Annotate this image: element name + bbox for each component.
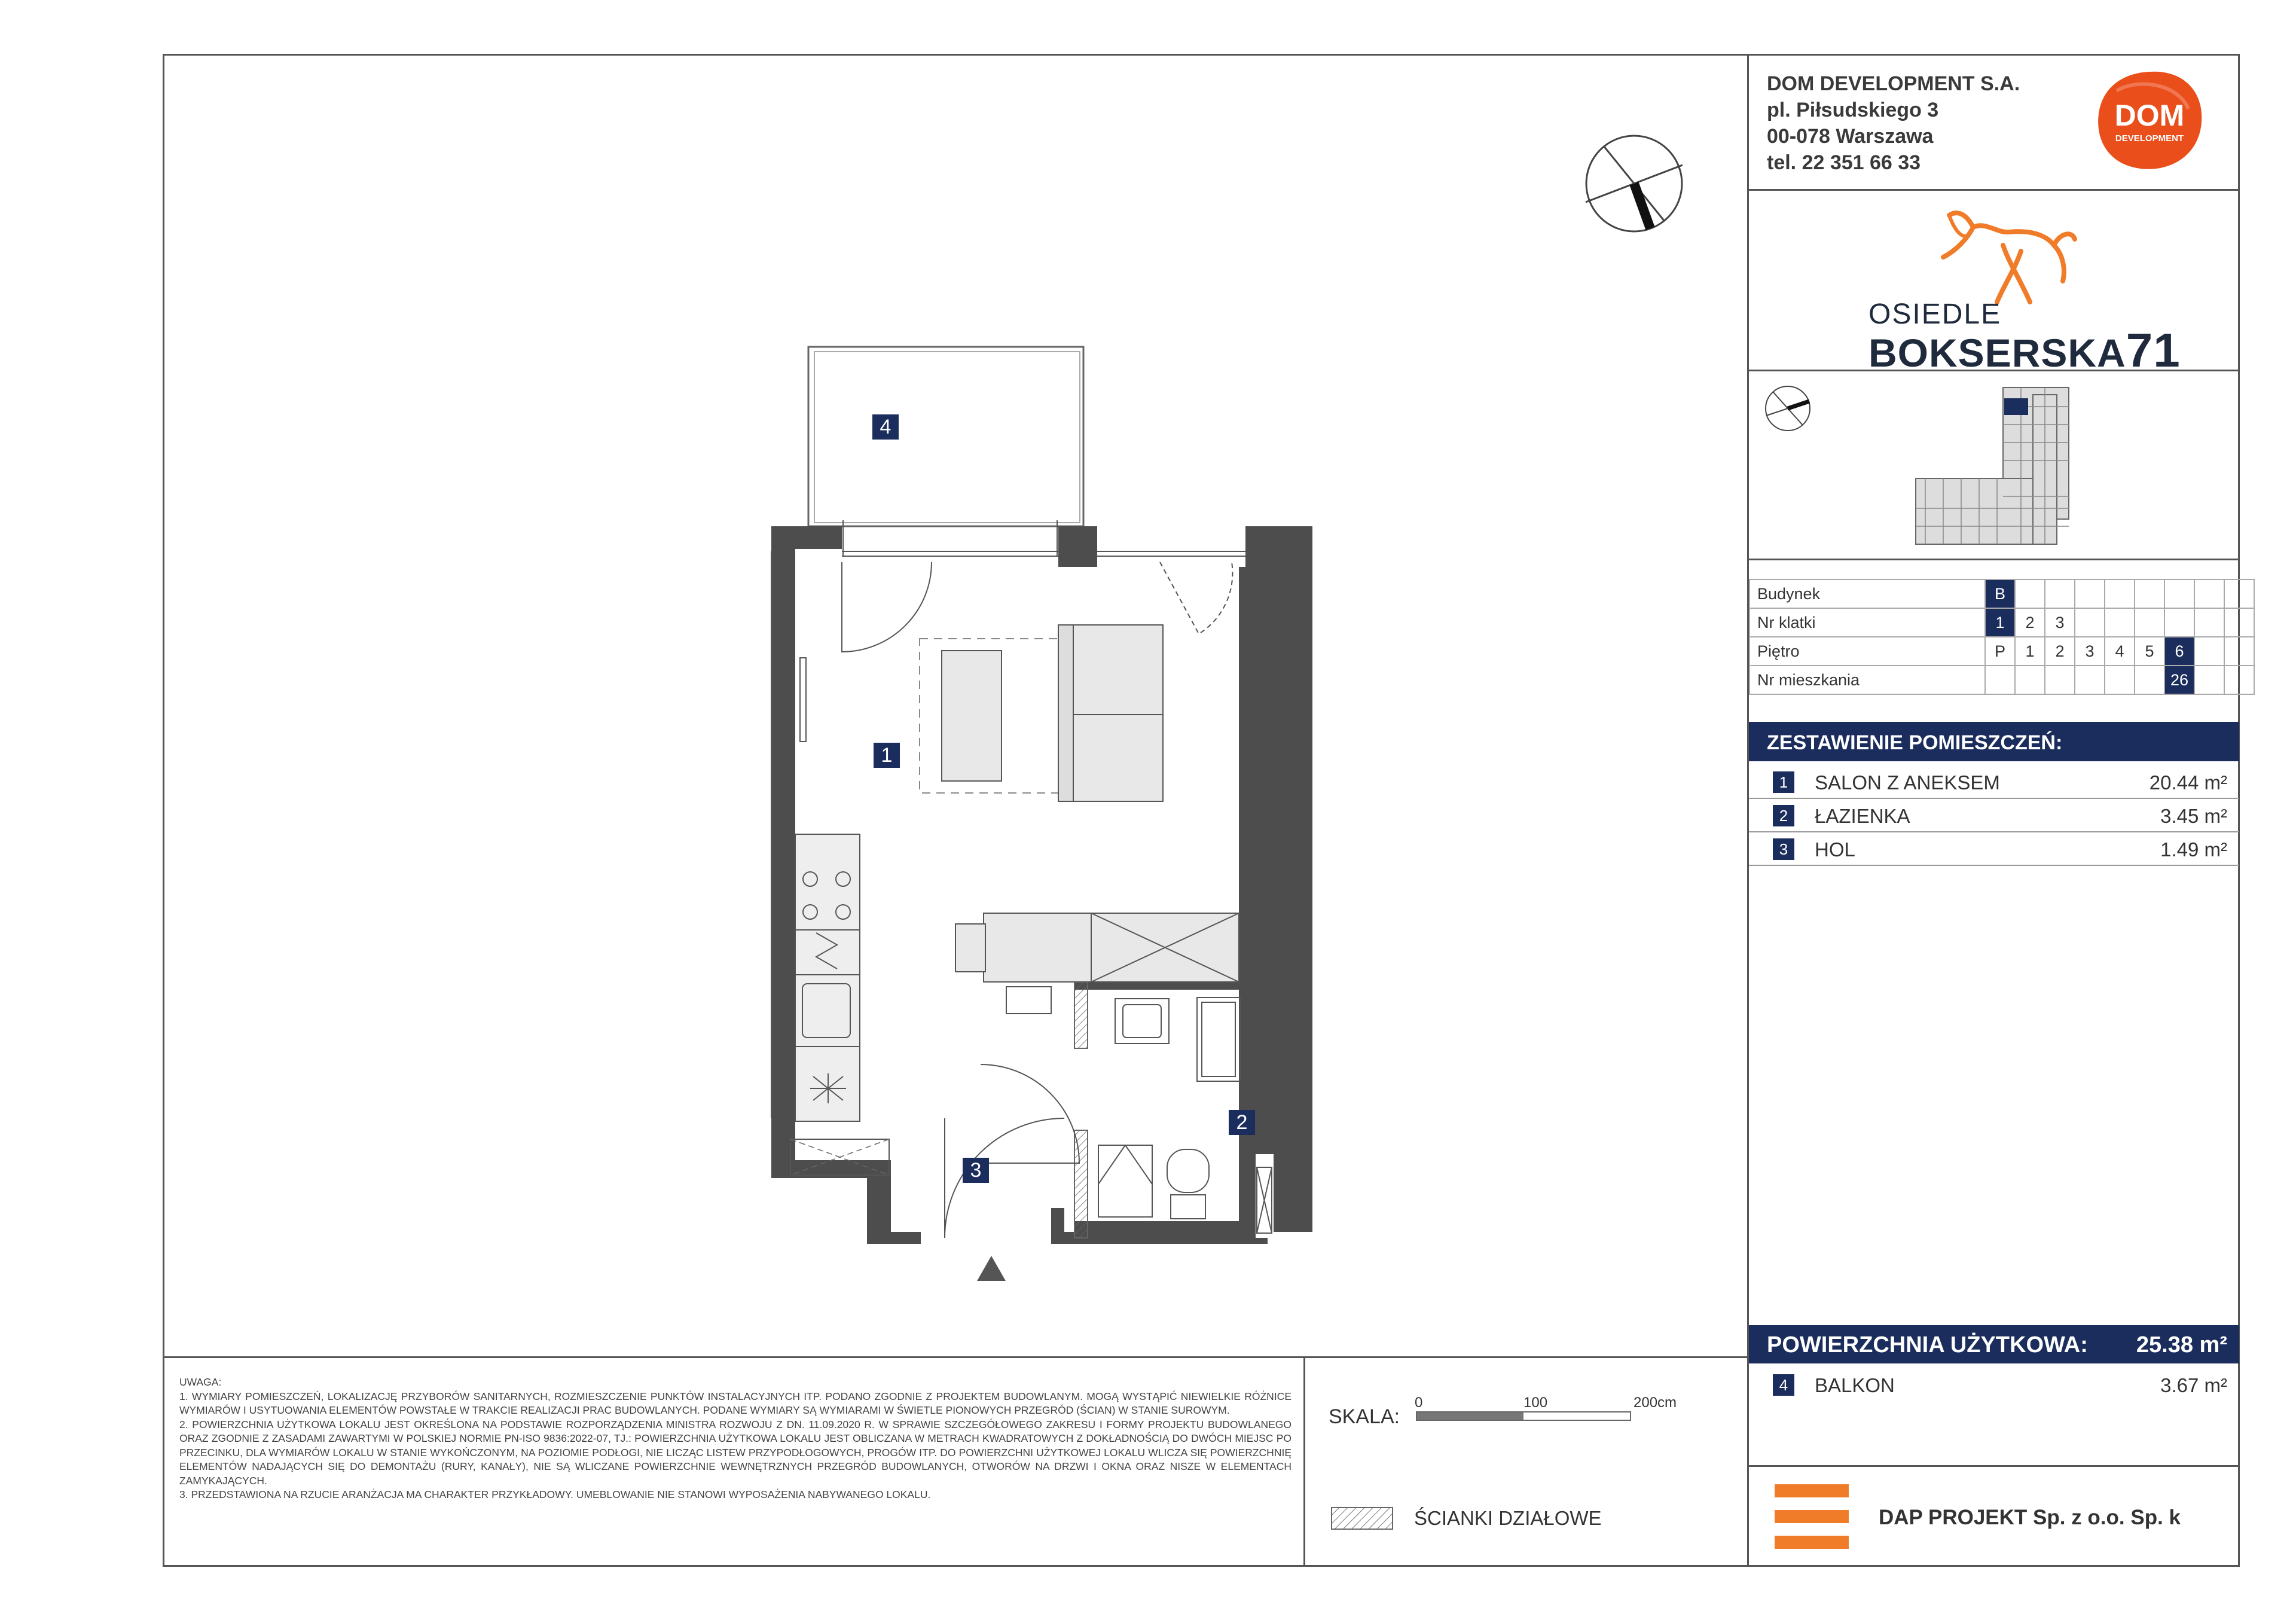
notes-block xyxy=(179,1375,1292,1502)
room-name: SALON Z ANEKSEM xyxy=(1815,771,2000,794)
locator-cell: 4 xyxy=(2105,637,2135,666)
project-number: 71 xyxy=(2126,324,2181,377)
locator-cell xyxy=(2015,579,2045,608)
room-area: 20.44 m² xyxy=(2149,771,2227,794)
locator-cell xyxy=(2075,608,2105,637)
locator-cell: 1 xyxy=(2015,637,2045,666)
balcony-number: 4 xyxy=(1773,1374,1794,1396)
locator-cell xyxy=(2135,608,2164,637)
balcony-area: 3.67 m² xyxy=(2160,1374,2227,1396)
locator-cell xyxy=(2075,579,2105,608)
plan-label-1: 1 xyxy=(874,743,900,768)
dom-development-logo xyxy=(2093,67,2206,175)
locator-cell: 6 xyxy=(2164,637,2194,666)
locator-cell: 1 xyxy=(1985,608,2015,637)
locator-cell: 26 xyxy=(2164,666,2194,694)
locator-row xyxy=(1750,666,2254,694)
doors xyxy=(842,562,1232,1238)
locator-cell xyxy=(2105,666,2135,694)
locator-cell xyxy=(2224,608,2254,637)
locator-cell xyxy=(2045,666,2075,694)
locator-cell: 2 xyxy=(2045,637,2075,666)
locator-cell xyxy=(2135,579,2164,608)
scale-tick-0: 0 xyxy=(1415,1395,1423,1411)
note-2: 2. POWIERZCHNIA UŻYTKOWA LOKALU JEST OKREŚLONA NA PODSTAWIE ROZPORZĄDZENIA MINISTRA ROZWOJU Z DN. 11.09.2020 R. W SPRAWIE SZCZEGÓŁOWEGO ZAKRESU I FORMY PROJEKTU BUDOWLANEGO ORAZ ZGODNIE Z ZASADAMI ZAWARTYMI W POLSKIEJ NORMIE PN-ISO 9836:2022-07, TJ.: POWIERZCHNIA UŻYTKOWA LOKALU JEST OBLICZANA W METRACH KWADRATOWYCH Z DOKŁADNOŚCIĄ DO DWÓCH MIEJSC PO PRZECINKU, DLA WYMIARÓW LOKALU W STANIE WYKOŃCZONYM, NA POZIOMIE PODŁOGI, NIE LICZĄC LISTEW PRZYPODŁOGOWYCH, PROGÓW ITP. DO POWIERZCHNI UŻYTKOWEJ LOKALU WLICZA SIĘ POWIERZCHNIĘ ELEMENTÓW NADAJĄCYCH SIĘ DO DEMONTAŻU (RURY, KANAŁY), NIE SĄ WLICZANE POWIERZCHNIE WEWNĘTRZNYCH PRZEGRÓD BUDOWLANYCH, OTWORÓW NA DRZWI I OKNA ORAZ NISZE W ELEMENTACH ZAMYKAJĄCYCH. xyxy=(179,1418,1292,1487)
unit-highlight xyxy=(2004,398,2028,415)
developer-name: DOM DEVELOPMENT S.A. xyxy=(1767,72,2020,95)
room-area: 1.49 m² xyxy=(2160,838,2227,861)
locator-cell xyxy=(2164,608,2194,637)
locator-cell: B xyxy=(1985,579,2015,608)
room-row xyxy=(1749,765,2239,799)
room-area: 3.45 m² xyxy=(2160,805,2227,827)
notes-divider xyxy=(163,1356,1747,1358)
locator-cell xyxy=(2164,579,2194,608)
scale-label: SKALA: xyxy=(1329,1405,1400,1428)
architect-name: DAP PROJEKT Sp. z o.o. Sp. k xyxy=(1879,1506,2181,1529)
scale-bar xyxy=(1416,1411,1631,1421)
room-name: ŁAZIENKA xyxy=(1815,805,1910,827)
locator-row-label: Piętro xyxy=(1750,637,1985,666)
locator-cell xyxy=(1985,666,2015,694)
room-number: 3 xyxy=(1773,838,1794,860)
developer-city: 00-078 Warszawa xyxy=(1767,125,1934,148)
logo-text-dom: DOM xyxy=(2114,99,2185,132)
locator-row-label: Budynek xyxy=(1750,579,1985,608)
locator-cell: 2 xyxy=(2015,608,2045,637)
locator-row xyxy=(1750,637,2254,666)
room-number: 1 xyxy=(1773,771,1794,793)
locator-cell xyxy=(2224,579,2254,608)
logo-text-development: DEVELOPMENT xyxy=(2115,133,2184,144)
locator-cell xyxy=(2045,579,2075,608)
room-number: 2 xyxy=(1773,805,1794,826)
floor-plan xyxy=(765,341,1333,1292)
locator-cell xyxy=(2075,666,2105,694)
locator-table xyxy=(1749,579,2255,695)
project-name: BOKSERSKA xyxy=(1868,331,2126,375)
scale-tick-100: 100 xyxy=(1523,1395,1548,1411)
balcony-name: BALKON xyxy=(1815,1374,1895,1396)
total-area-bar xyxy=(1749,1325,2239,1363)
note-1: 1. WYMIARY POMIESZCZEŃ, LOKALIZACJĘ PRZYBORÓW SANITARNYCH, ROZMIESZCZENIE PUNKTÓW INSTALACYJNYCH ITP. PODANO ZGODNIE Z PROJEKTEM BUDOWLANYM. MOGĄ WYSTĄPIĆ NIEWIELKIE RÓŻNICE WYMIARÓW I USYTUOWANIA ELEMENTÓW POWSTAŁE W TRAKCIE REALIZACJI PRAC BUDOWLANYCH. PODANE WYMIARY SĄ WYMIARAMI W ŚWIETLE PIONOWYCH PRZEGRÓD (ŚCIAN) W STANIE SUROWYM. xyxy=(179,1390,1292,1416)
locator-cell xyxy=(2224,637,2254,666)
locator-cell xyxy=(2015,666,2045,694)
total-area-value: 25.38 m² xyxy=(2136,1332,2227,1357)
entrance-arrow-icon xyxy=(977,1256,1006,1281)
locator-row-label: Nr klatki xyxy=(1750,608,1985,637)
locator-row-label: Nr mieszkania xyxy=(1750,666,1985,694)
developer-address xyxy=(1767,71,2020,176)
hatch-legend-icon xyxy=(1331,1507,1393,1530)
notes-scale-divider xyxy=(1303,1356,1305,1567)
locator-cell: 3 xyxy=(2045,608,2075,637)
divider xyxy=(1747,1465,2240,1467)
building-key-plan xyxy=(1913,383,2129,550)
room-name: HOL xyxy=(1815,838,1855,861)
developer-street: pl. Piłsudskiego 3 xyxy=(1767,99,1939,121)
room-row xyxy=(1749,799,2239,832)
locator-row xyxy=(1750,608,2254,637)
north-arrow-icon xyxy=(1583,133,1685,234)
locator-cell xyxy=(2224,666,2254,694)
compass-icon xyxy=(1764,385,1812,432)
scale-tick-200: 200cm xyxy=(1634,1395,1677,1411)
locator-cell xyxy=(2105,579,2135,608)
locator-cell: 3 xyxy=(2075,637,2105,666)
room-row xyxy=(1749,832,2239,866)
total-area-label: POWIERZCHNIA UŻYTKOWA: xyxy=(1767,1332,2088,1357)
locator-cell xyxy=(2105,608,2135,637)
divider xyxy=(1747,189,2240,191)
plan-label-4: 4 xyxy=(872,414,899,440)
locator-cell: 5 xyxy=(2135,637,2164,666)
locator-cell xyxy=(2194,666,2224,694)
dap-projekt-logo-icon xyxy=(1775,1484,1849,1549)
divider xyxy=(1747,559,2240,560)
developer-phone: tel. 22 351 66 33 xyxy=(1767,151,1921,174)
project-name-line1: OSIEDLE xyxy=(1868,298,2002,330)
legend-label: ŚCIANKI DZIAŁOWE xyxy=(1414,1507,1602,1529)
scale-bar-fill xyxy=(1417,1413,1523,1420)
balcony-outline xyxy=(808,347,1083,526)
rooms-heading: ZESTAWIENIE POMIESZCZEŃ: xyxy=(1749,722,2239,761)
locator-cell xyxy=(2194,637,2224,666)
locator-cell xyxy=(2194,608,2224,637)
notes-title: UWAGA: xyxy=(179,1376,222,1388)
plan-label-3: 3 xyxy=(963,1158,989,1183)
locator-cell: P xyxy=(1985,637,2015,666)
note-3: 3. PRZEDSTAWIONA NA RZUCIE ARANŻACJA MA CHARAKTER PRZYKŁADOWY. UMEBLOWANIE NIE STANOWI WYPOSAŻENIA NABYWANEGO LOKALU. xyxy=(179,1488,931,1500)
project-name-line2 xyxy=(1868,323,2181,378)
locator-row xyxy=(1750,579,2254,608)
balcony-row xyxy=(1749,1368,2239,1402)
plan-label-2: 2 xyxy=(1229,1110,1255,1135)
locator-cell xyxy=(2194,579,2224,608)
locator-cell xyxy=(2135,666,2164,694)
